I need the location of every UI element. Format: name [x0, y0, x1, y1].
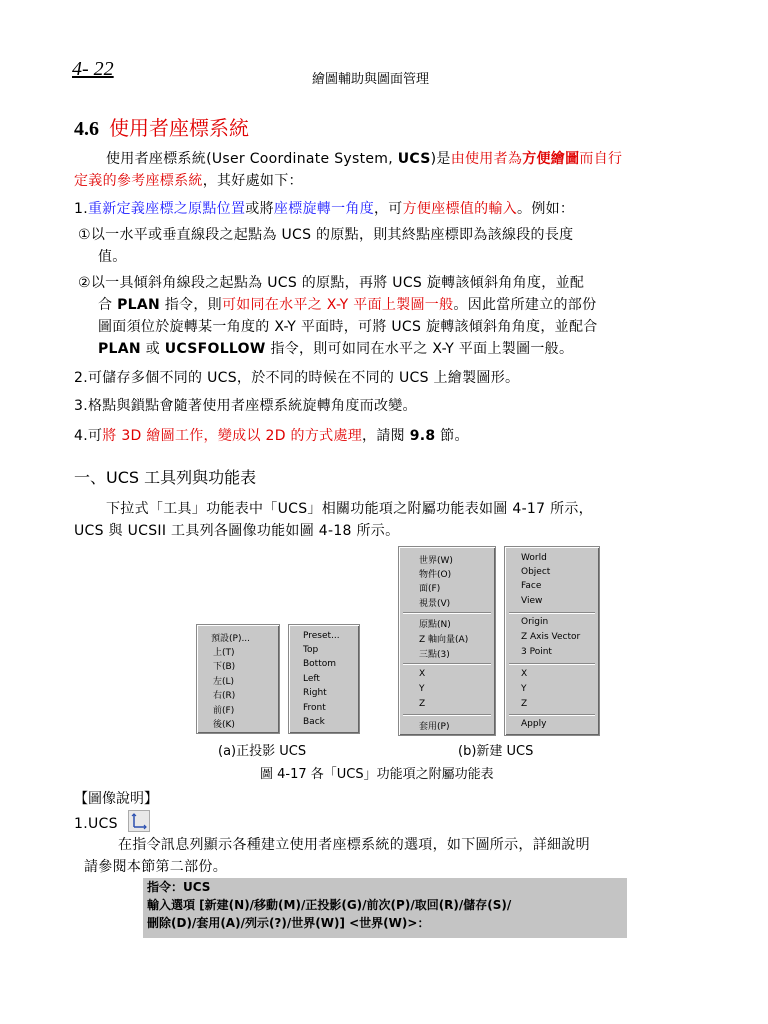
- menu-item[interactable]: Z 軸向量(A): [419, 635, 469, 645]
- ucs-item-label: 1.UCS: [74, 816, 118, 832]
- menu-item[interactable]: Z: [419, 699, 426, 709]
- command-line-1: 指令：UCS: [147, 880, 211, 894]
- menu-item[interactable]: Origin: [521, 617, 549, 627]
- menu-item[interactable]: 下(B): [213, 662, 236, 672]
- menu-item[interactable]: 世界(W): [419, 556, 453, 566]
- intro-line-1: [106, 148, 622, 170]
- item-2: 2.可儲存多個不同的 UCS，於不同的時候在不同的 UCS 上繪製圖形。: [74, 370, 520, 386]
- menu-item[interactable]: 前(F): [213, 706, 235, 716]
- menu-item[interactable]: Apply: [521, 719, 547, 729]
- item-text: 。例如：: [517, 201, 575, 217]
- command-line-3: 刪除(D)/套用(A)/列示(?)/世界(W)] <世界(W)>：: [147, 916, 430, 930]
- menu-item[interactable]: View: [521, 596, 543, 606]
- ucs-description-line-1: 在指令訊息列顯示各種建立使用者座標系統的選項，如下圖所示，詳細說明: [118, 837, 590, 853]
- section-heading: [74, 112, 249, 141]
- subitem-text: 指令，則可如同在水平之 X-Y 平面上製圖一般。: [265, 341, 574, 357]
- menu-separator: [403, 612, 491, 614]
- menu-a-english: [288, 624, 360, 734]
- menu-item[interactable]: 左(L): [213, 677, 235, 687]
- menu-item[interactable]: 物件(O): [419, 570, 452, 580]
- section-title: 使用者座標系統: [109, 116, 249, 140]
- menu-item[interactable]: Preset...: [303, 631, 340, 641]
- menu-item[interactable]: 3 Point: [521, 647, 552, 657]
- ucs-description-line-2: 請參閱本節第二部份。: [84, 859, 227, 875]
- subitem-1-line-1: ①以一水平或垂直線段之起點為 UCS 的原點，則其終點座標即為該線段的長度: [78, 227, 574, 243]
- subitem-2-line-4: [98, 338, 573, 360]
- menu-item[interactable]: 面(F): [419, 584, 441, 594]
- intro-highlight-bold: 方便繪圖: [522, 151, 580, 167]
- figure-caption: 圖 4-17 各「UCS」功能項之附屬功能表: [260, 767, 494, 782]
- caption-b: (b)新建 UCS: [458, 744, 534, 759]
- menu-item[interactable]: Right: [303, 688, 327, 698]
- menu-item[interactable]: 三點(3): [419, 650, 450, 660]
- item-text: ，請閱: [362, 428, 410, 444]
- subitem-1-line-2: 值。: [98, 249, 127, 265]
- running-title: 繪圖輔助與圖面管理: [312, 72, 430, 87]
- menu-item[interactable]: Y: [521, 684, 527, 694]
- subitem-text: 指令，則: [160, 297, 222, 313]
- item-bold: 9.8: [409, 428, 436, 444]
- menu-item[interactable]: X: [521, 669, 528, 679]
- item-red: 將 3D 繪圖工作，變成以 2D 的方式處理: [102, 428, 363, 444]
- menu-item[interactable]: Face: [521, 581, 542, 591]
- menu-separator: [509, 714, 595, 716]
- command-line-box: [143, 878, 627, 938]
- subitem-2-line-3: 圖面須位於旋轉某一角度的 X-Y 平面時，可將 UCS 旋轉該傾斜角角度，並配合: [98, 319, 598, 335]
- menu-item[interactable]: Front: [303, 703, 326, 713]
- intro-highlight: 由使用者為: [450, 151, 523, 167]
- menu-item[interactable]: 套用(P): [419, 722, 450, 732]
- item-text: 1.: [74, 201, 88, 217]
- menu-item[interactable]: X: [419, 669, 426, 679]
- subitem-text: 。因此當所建立的部份: [453, 297, 597, 313]
- item-text: 或將: [245, 201, 274, 217]
- caption-a: (a)正投影 UCS: [218, 744, 307, 759]
- icon-description-heading: 【圖像說明】: [74, 791, 158, 807]
- menu-item[interactable]: Z: [521, 699, 528, 709]
- item-blue: 重新定義座標之原點位置: [87, 201, 246, 217]
- item-text: 節。: [435, 428, 469, 444]
- subitem-text: 合: [98, 297, 118, 313]
- menu-separator: [403, 663, 491, 665]
- menu-separator: [509, 612, 595, 614]
- intro-highlight: 定義的參考座標系統: [74, 173, 203, 189]
- subitem-2-line-1: ②以一具傾斜角線段之起點為 UCS 的原點，再將 UCS 旋轉該傾斜角角度，並配: [78, 275, 585, 291]
- menu-item[interactable]: Left: [303, 674, 320, 684]
- item-text: 4.可: [74, 428, 103, 444]
- subitem-red: 可如同在水平之 X-Y 平面上製圖一般: [221, 297, 454, 313]
- subsection-heading: 一、UCS 工具列與功能表: [74, 468, 257, 487]
- item-4: [74, 425, 469, 447]
- menu-a-chinese: [196, 624, 280, 734]
- menu-b-chinese: [398, 546, 496, 736]
- subitem-bold: PLAN: [98, 341, 141, 357]
- subitem-2-line-2: [98, 294, 596, 316]
- menu-item[interactable]: 預設(P)...: [211, 634, 251, 644]
- subitem-bold: PLAN: [117, 297, 160, 313]
- ucs-axis-icon: [128, 810, 150, 832]
- menu-item[interactable]: Bottom: [303, 659, 337, 669]
- item-text: ，可: [374, 201, 403, 217]
- menu-item[interactable]: Y: [419, 684, 425, 694]
- menu-item[interactable]: 右(R): [213, 691, 236, 701]
- menu-item[interactable]: Object: [521, 567, 551, 577]
- menu-b-english: [504, 546, 600, 736]
- menu-item[interactable]: World: [521, 553, 547, 563]
- command-line-2: 輸入選項 [新建(N)/移動(M)/正投影(G)/前次(P)/取回(R)/儲存(S)/: [147, 898, 512, 912]
- intro-text: 使用者座標系統(User Coordinate System,: [106, 151, 398, 167]
- menu-item[interactable]: Back: [303, 717, 325, 727]
- page-number: 4- 22: [72, 58, 114, 80]
- menu-item[interactable]: 原點(N): [419, 620, 451, 630]
- paragraph-line-1: 下拉式「工具」功能表中「UCS」相關功能項之附屬功能表如圖 4-17 所示，: [106, 501, 593, 517]
- subitem-text: 或: [140, 341, 165, 357]
- subitem-bold: UCSFOLLOW: [164, 341, 266, 357]
- section-number: 4.6: [74, 118, 99, 140]
- menu-item[interactable]: 上(T): [213, 648, 235, 658]
- menu-separator: [403, 714, 491, 716]
- menu-separator: [509, 663, 595, 665]
- intro-line-2: [74, 170, 303, 192]
- menu-item[interactable]: Z Axis Vector: [521, 632, 581, 642]
- intro-ucs: UCS: [397, 151, 431, 167]
- item-red: 方便座標值的輸入: [402, 201, 518, 217]
- menu-item[interactable]: 視景(V): [419, 599, 451, 609]
- item-blue: 座標旋轉一角度: [273, 201, 374, 217]
- intro-highlight: 而自行: [579, 151, 623, 167]
- paragraph-line-2: UCS 與 UCSII 工具列各圖像功能如圖 4-18 所示。: [74, 523, 400, 539]
- intro-text: )是: [430, 151, 451, 167]
- item-3: 3.格點與鎖點會隨著使用者座標系統旋轉角度而改變。: [74, 398, 417, 414]
- intro-text: ，其好處如下：: [202, 173, 303, 189]
- item-1: [74, 198, 574, 220]
- menu-item[interactable]: 後(K): [213, 720, 235, 730]
- menu-item[interactable]: Top: [303, 645, 319, 655]
